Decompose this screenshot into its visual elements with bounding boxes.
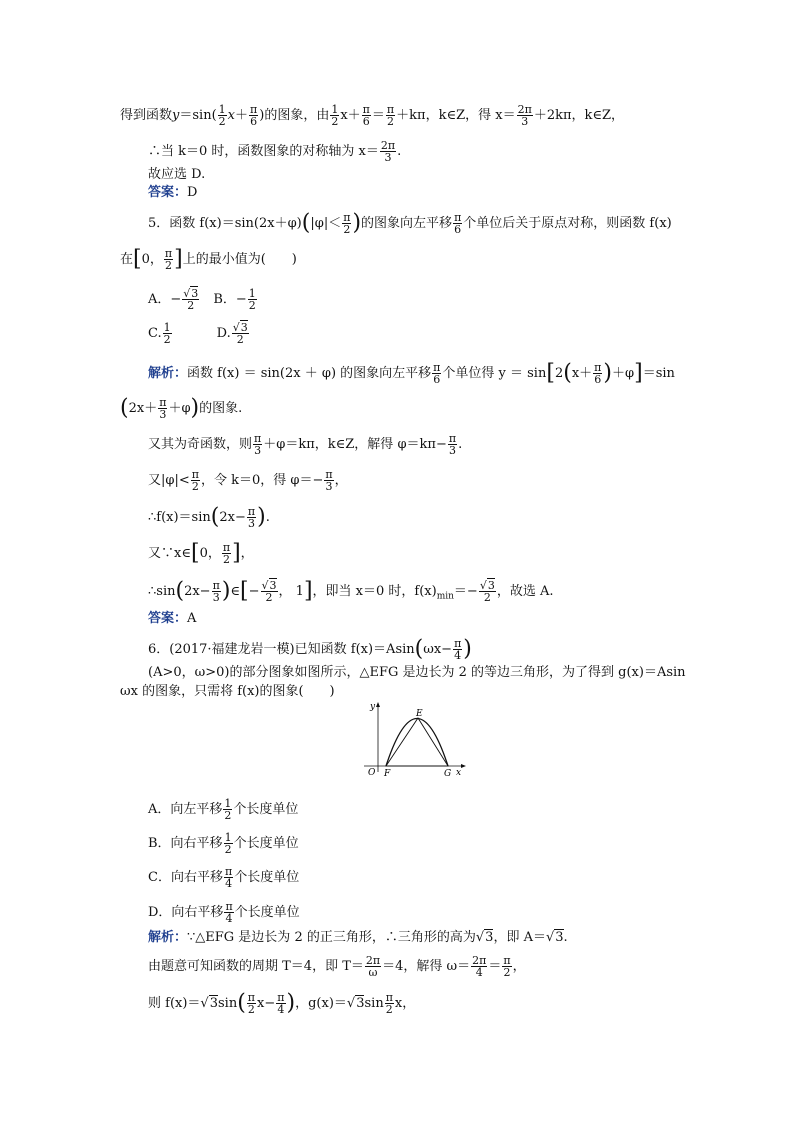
solution-5-line-7: ∴sin(2x− $\frac{\pi}{3}$ )∈[− $\frac{√3}{2}$ ， 1]，即当 x＝0 时，$f(x)_{min}=-$ $\frac{√3}{2}$ ，故选 A. [148, 578, 554, 604]
sine-curve [386, 719, 448, 767]
q6-option-c: C．向右平移 $\frac{\pi}{4}$ 个长度单位 [148, 865, 300, 890]
label-f: F [384, 769, 391, 779]
q6-option-a: A．向左平移 $\frac{1}{2}$ 个长度单位 [148, 797, 299, 822]
solution-6-line-2: 由题意可知函数的周期 T＝4，即 T＝ $\frac{2\pi}{\omega}$ ＝4，解得 ω＝ $\frac{2\pi}{4}$ ＝ $\frac{\pi}{2}$ ， [148, 954, 526, 979]
question-5: 5．函数 f(x)＝sin(2x＋φ)(|φ|＜ $\frac{\pi}{2}$ )的图象向左平移 $\frac{\pi}{6}$ 个单位后关于原点对称，则函数 f(x) [148, 210, 672, 236]
question-6-line-3: ωx 的图象，只需将 f(x)的图象( ) [120, 684, 335, 699]
q6-option-d: D．向右平移 $\frac{\pi}{4}$ 个长度单位 [148, 900, 300, 925]
function-graph [360, 700, 470, 780]
question-6: 6．(2017·福建龙岩一模)已知函数 f(x)＝Asin(ωx− $\frac{\pi}{4}$ ) [148, 636, 472, 662]
label-y: y [370, 702, 376, 712]
label-e: E [416, 709, 423, 719]
solution-5-line-5: ∴f(x)＝sin(2x− $\frac{\pi}{3}$ ). [148, 504, 270, 530]
label-o: O [368, 768, 376, 778]
text-line-1: 得到函数y＝sin( $\frac{1}{2}$ x＋ $\frac{\pi}{6}$ )的图象，由 $\frac{1}{2}$ x＋ $\frac{\pi}{6}$ ＝ $\frac{\pi}{2}$ ＋kπ，k∈Z，得 x＝ $\frac{2\pi}{3}$ ＋2kπ，k∈Z， [120, 103, 625, 128]
text-line-3: 故应选 D. [148, 167, 206, 182]
y-axis-arrow [376, 702, 380, 707]
q6-option-b: B．向右平移 $\frac{1}{2}$ 个长度单位 [148, 831, 299, 856]
question-6-line-2: (A>0，ω>0)的部分图象如图所示，△EFG 是边长为 2 的等边三角形，为了得到 g(x)＝Asin [148, 665, 686, 680]
answer-1: 答案：D [148, 185, 198, 200]
solution-5-line-2: (2x＋ $\frac{\pi}{3}$ ＋φ)的图象. [120, 395, 243, 421]
solution-5-line-3: 又其为奇函数，则 $\frac{\pi}{3}$ ＋φ＝kπ，k∈Z，解得 φ＝kπ− $\frac{\pi}{3}$ . [148, 432, 463, 457]
option-c-d: C. $\frac{1}{2}$ D. $\frac{√3}{2}$ [148, 321, 248, 346]
solution-6-line-1: 解析：∵△EFG 是边长为 2 的正三角形，∴三角形的高为√3，即 A＝√3. [148, 930, 568, 945]
solution-5-line-4: 又|φ|< $\frac{\pi}{2}$ ，令 k＝0，得 φ＝− $\frac{\pi}{3}$ ， [148, 468, 348, 493]
solution-6-line-3: 则 f(x)＝√3sin( $\frac{\pi}{2}$ x− $\frac{\pi}{4}$ )，g(x)＝√3sin $\frac{\pi}{2}$ x， [148, 990, 416, 1016]
x-axis-arrow [461, 764, 466, 768]
label-g: G [444, 769, 452, 779]
label-x: x [456, 768, 462, 778]
question-5-line-2: 在[0， $\frac{\pi}{2}$ ]上的最小值为( ) [120, 246, 297, 272]
answer-2: 答案：A [148, 611, 197, 626]
option-a-b: A．− $\frac{√3}{2}$ B．− $\frac{1}{2}$ [148, 287, 256, 312]
text-line-2: ∴当 k＝0 时，函数图象的对称轴为 x＝ $\frac{2\pi}{3}$ . [148, 139, 402, 164]
solution-5-line-1: 解析：函数 f(x) ＝ sin(2x ＋ φ) 的图象向左平移 $\frac{\pi}{6}$ 个单位得 y ＝ sin[2(x＋ $\frac{\pi}{6}$ )＋φ]＝sin [148, 360, 675, 386]
solution-5-line-6: 又∵x∈[0， $\frac{\pi}{2}$ ]， [148, 540, 254, 566]
